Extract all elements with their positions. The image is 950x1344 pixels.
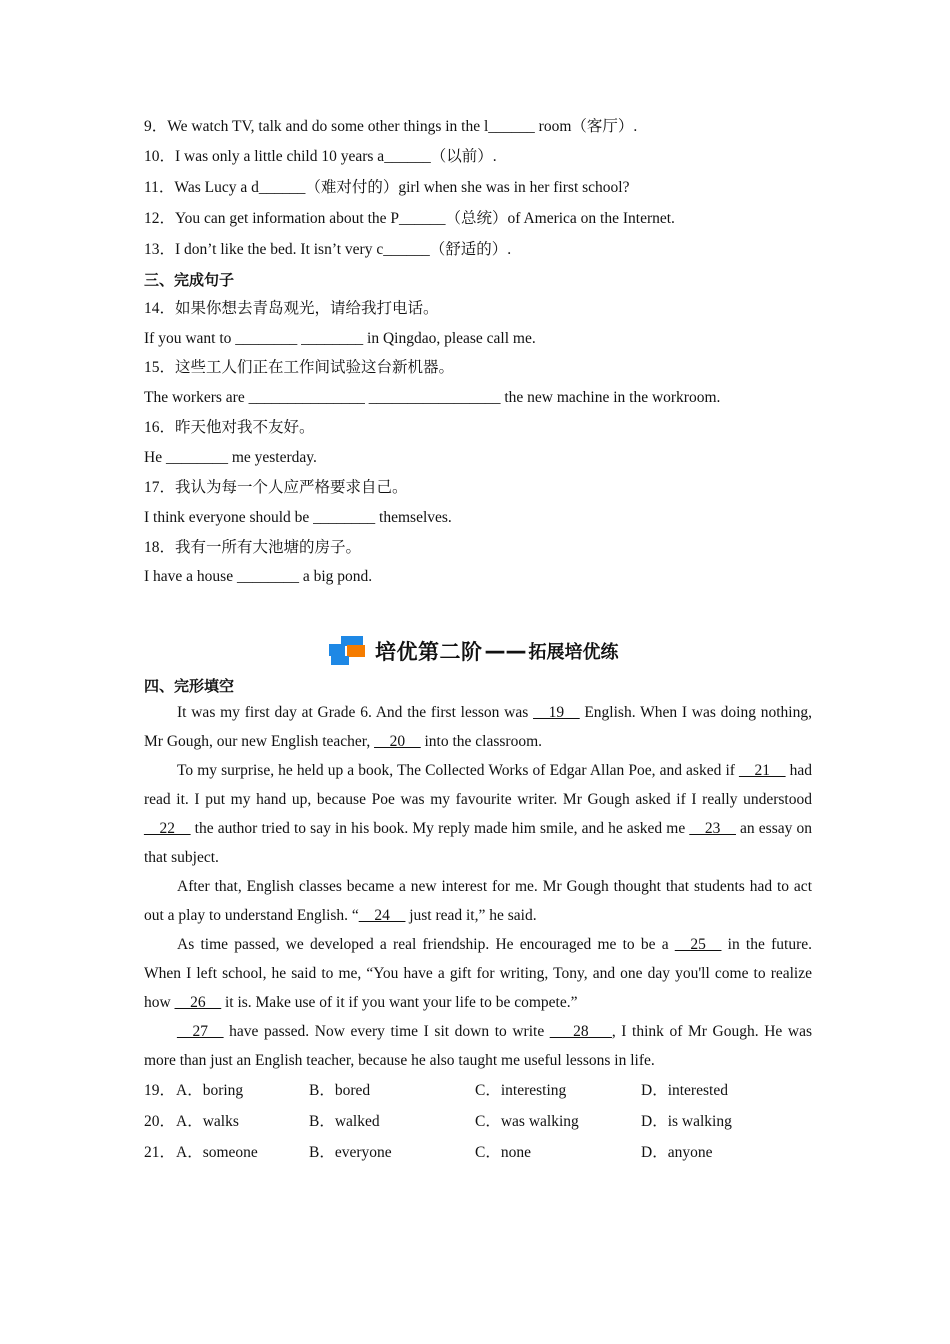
question-16-english: He ________ me yesterday. [144, 449, 317, 466]
question-16-chinese: 16．昨天他对我不友好。 [144, 419, 315, 436]
option-20-b[interactable]: B．walked [309, 1113, 380, 1130]
question-18-chinese: 18．我有一所有大池塘的房子。 [144, 539, 362, 556]
passage-paragraph-4: As time passed, we developed a real friendship. He encouraged me to be a __25__ in the future. When I left school, he said to me, “You have a gift for writing, Tony, and one day you'll come to realize how __26__ it is. Make use of it if you want your life to be compete.” [144, 936, 812, 1011]
question-14-english: If you want to ________ ________ in Qingdao, please call me. [144, 330, 536, 347]
question-18-english: I have a house ________ a big pond. [144, 568, 373, 585]
section3-heading: 三、完成句子 [144, 271, 235, 289]
tier-title-main: 培优第二阶 [375, 640, 483, 664]
option-19-b[interactable]: B．bored [309, 1082, 371, 1099]
options-row-21: 21． A．someone B．everyone C．none D．anyone [144, 1144, 713, 1161]
question-15-chinese: 15．这些工人们正在工作间试验这台新机器。 [144, 359, 455, 376]
tier-title-dash: —— [484, 639, 527, 663]
section4-heading: 四、完形填空 [144, 677, 235, 695]
option-20-d[interactable]: D．is walking [641, 1113, 732, 1130]
blank-19: __19__ [533, 704, 580, 721]
option-19-c[interactable]: C．interesting [475, 1082, 567, 1099]
passage-paragraph-5: __27__ have passed. Now every time I sit down to write ___28___, I think of Mr Gough. He was more than just an English teacher, because he also taught me useful lessons in life. [144, 1023, 813, 1069]
blank-20: __20__ [374, 733, 421, 750]
passage-paragraph-3: After that, English classes became a new interest for me. Mr Gough thought that students had to act out a play to understand English. “__24__ just read it,” he said. [144, 878, 812, 924]
option-19-a[interactable]: A．boring [176, 1082, 244, 1099]
blank-24: __24__ [358, 907, 406, 924]
blank-28: ___28___ [549, 1023, 612, 1040]
question-14-chinese: 14．如果你想去青岛观光，请给我打电话。 [144, 300, 439, 317]
blank-25: __25__ [674, 936, 722, 953]
option-21-b[interactable]: B．everyone [309, 1144, 392, 1161]
option-20-a[interactable]: A．walks [176, 1113, 239, 1130]
option-19-d[interactable]: D．interested [641, 1082, 728, 1099]
question-9: 9．We watch TV, talk and do some other things in the l______ room（客厅）. [144, 118, 638, 135]
option-21-c[interactable]: C．none [475, 1144, 531, 1161]
stacked-blocks-logo [329, 636, 369, 666]
option-21-d[interactable]: D．anyone [641, 1144, 713, 1161]
tier-title-sub: 拓展培优练 [528, 642, 619, 663]
blank-23: __23__ [689, 820, 736, 837]
question-13: 13．I don’t like the bed. It isn’t very c______（舒适的）. [144, 241, 512, 258]
question-10: 10．I was only a little child 10 years a______（以前）. [144, 148, 497, 165]
blank-21: __21__ [739, 762, 786, 779]
passage-paragraph-2: To my surprise, he held up a book, The Collected Works of Edgar Allan Poe, and asked if __21__ had read it. I put my hand up, because Poe was my favourite writer. Mr Gough asked if I really understood __22__ the author tried to say in his book. My reply made him smile, and he asked me __23__ an essay on that subject. [144, 762, 813, 866]
blank-22: __22__ [144, 820, 191, 837]
option-21-a[interactable]: A．someone [176, 1144, 258, 1161]
option-20-c[interactable]: C．was walking [475, 1113, 579, 1130]
question-15-english: The workers are _______________ _________________ the new machine in the workroom. [144, 389, 721, 406]
options-row-20: 20． A．walks B．walked C．was walking D．is walking [144, 1113, 732, 1130]
options-row-19: 19． A．boring B．bored C．interesting D．interested [144, 1082, 728, 1099]
tier-title [329, 636, 619, 666]
passage-paragraph-1: It was my first day at Grade 6. And the first lesson was __19__ English. When I was doing nothing, Mr Gough, our new English teacher, __20__ into the classroom. [144, 704, 812, 750]
blank-27: __27__ [177, 1023, 224, 1040]
question-17-chinese: 17．我认为每一个人应严格要求自己。 [144, 479, 408, 496]
question-12: 12．You can get information about the P______（总统）of America on the Internet. [144, 210, 675, 227]
blank-26: __26__ [174, 994, 222, 1011]
question-11: 11．Was Lucy a d______（难对付的）girl when she was in her first school? [144, 179, 630, 196]
question-17-english: I think everyone should be ________ themselves. [144, 509, 452, 526]
